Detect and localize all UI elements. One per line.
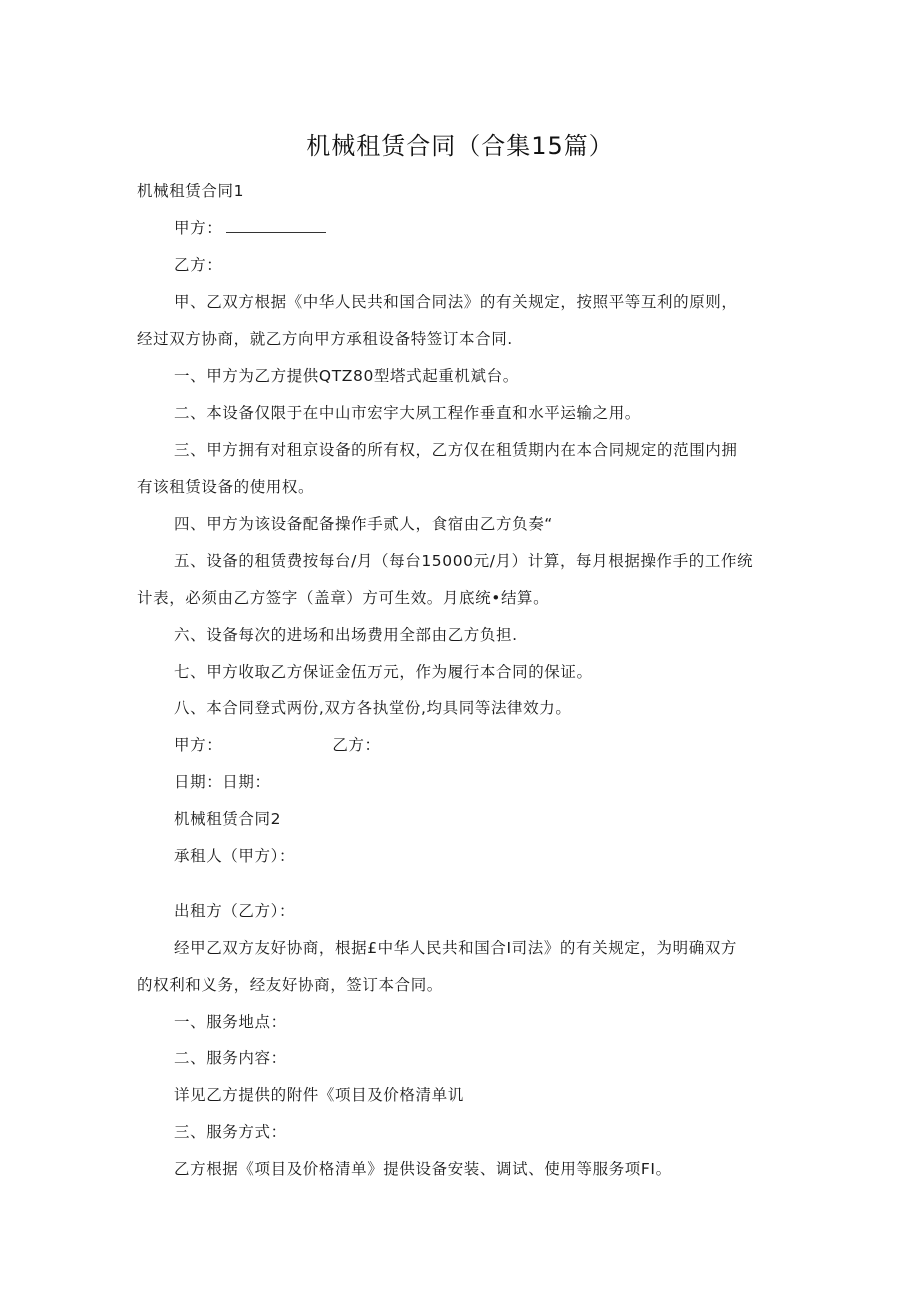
contract1-date: 日期：日期： <box>174 773 271 791</box>
contract1-heading: 机械租赁合同1 <box>137 182 245 200</box>
contract2-item3: 三、服务方式： <box>174 1123 287 1141</box>
contract2-heading: 机械租赁合同2 <box>174 810 282 828</box>
contract2-lessor: 出租方（乙方）： <box>174 902 296 920</box>
contract1-clause5-line1: 五、设备的租赁费按每台/月（每台15000元/月）计算，每月根据操作手的工作统 <box>174 552 754 570</box>
contract2-item3-detail: 乙方根据《项目及价格清单》提供设备安装、调试、使用等服务项FI。 <box>174 1160 672 1178</box>
contract2-lessee: 承租人（甲方）： <box>174 847 296 865</box>
contract1-party-a-line <box>174 217 326 239</box>
contract2-item2: 二、服务内容： <box>174 1049 287 1067</box>
party-a-label: 甲方： <box>174 219 223 237</box>
contract1-clause3-line2: 有该租赁设备的使用权。 <box>137 478 315 496</box>
contract2-intro-line2: 的权利和义务，经友好协商，签订本合同。 <box>137 976 443 994</box>
contract2-item2-detail: 详见乙方提供的附件《项目及价格清单讥 <box>174 1086 464 1104</box>
contract1-intro-line2: 经过双方协商，就乙方向甲方承租设备特签订本合同. <box>137 330 513 348</box>
contract1-clause1: 一、甲方为乙方提供QTZ80型塔式起重机斌台。 <box>174 367 519 385</box>
contract2-item1: 一、服务地点： <box>174 1013 287 1031</box>
sign-party-a: 甲方： <box>174 736 223 754</box>
contract1-clause8: 八、本合同登式两份,双方各执堂份,均具同等法律效力。 <box>174 699 572 717</box>
sign-party-b: 乙方： <box>332 736 381 754</box>
contract1-party-b: 乙方： <box>174 256 223 274</box>
party-a-blank <box>226 218 326 233</box>
contract1-clause7: 七、甲方收取乙方保证金伍万元，作为履行本合同的保证。 <box>174 663 593 681</box>
contract1-signature-line <box>174 734 381 756</box>
contract1-clause2: 二、本设备仅限于在中山市宏宇大夙工程作垂直和水平运输之用。 <box>174 404 641 422</box>
contract2-intro-line1: 经甲乙双方友好协商，根据£中华人民共和国合I司法》的有关规定，为明确双方 <box>174 939 738 957</box>
contract1-intro-line1: 甲、乙双方根据《中华人民共和国合同法》的有关规定，按照平等互利的原则， <box>174 293 738 311</box>
document-title: 机械租赁合同（合集15篇） <box>306 132 614 160</box>
contract1-clause3-line1: 三、甲方拥有对租京设备的所有权，乙方仅在租赁期内在本合同规定的范围内拥 <box>174 441 738 459</box>
contract1-clause4: 四、甲方为该设备配备操作手贰人，食宿由乙方负奏“ <box>174 515 553 533</box>
contract1-clause5-line2: 计表，必须由乙方签字（盖章）方可生效。月底统•结算。 <box>137 589 550 607</box>
contract1-clause6: 六、设备每次的进场和出场费用全部由乙方负担. <box>174 626 518 644</box>
